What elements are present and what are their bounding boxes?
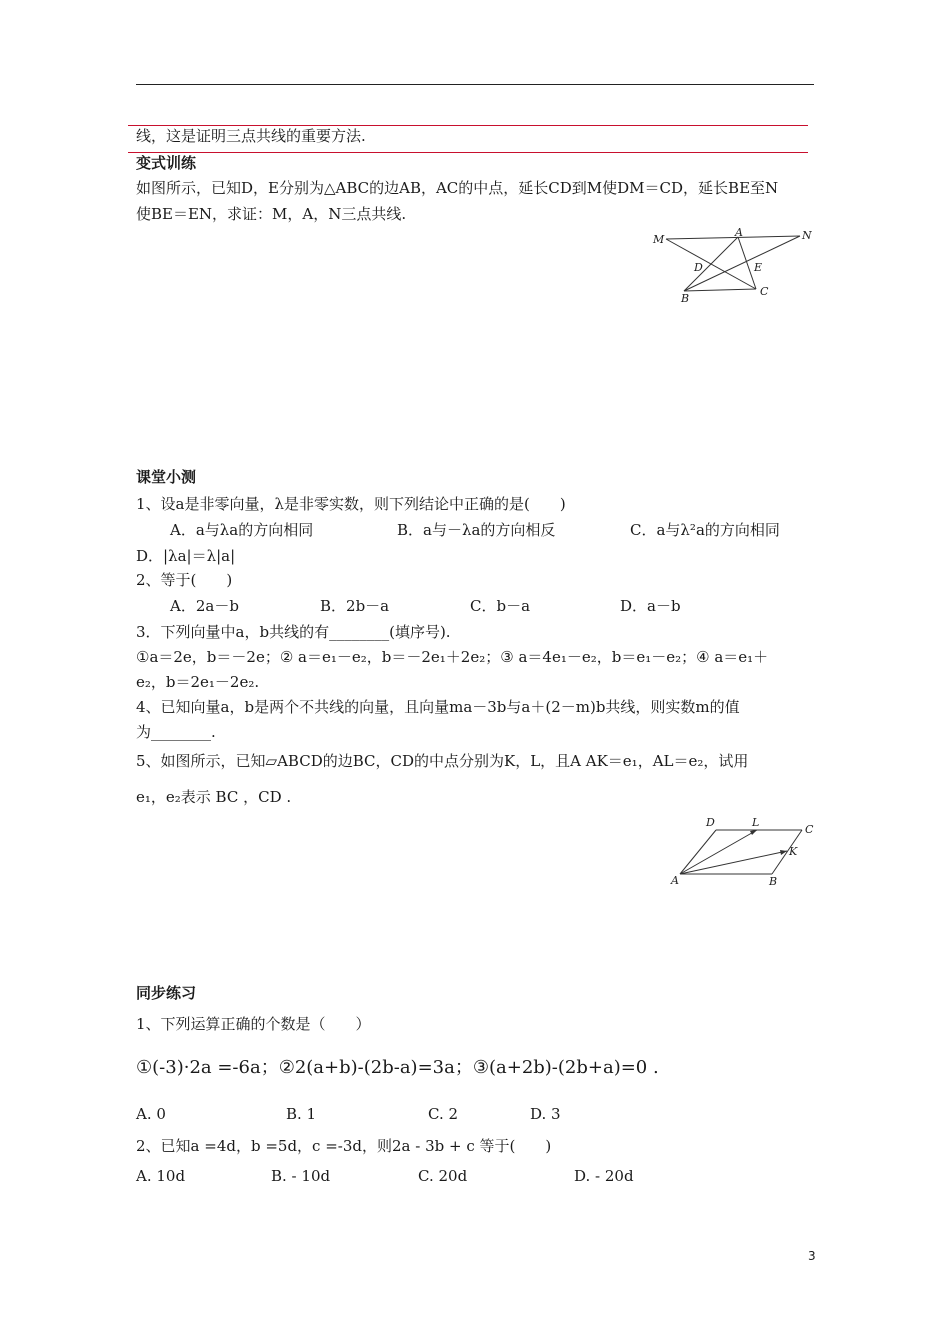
fig1-label-d: D <box>694 261 703 274</box>
fig2-label-d: D <box>706 816 715 829</box>
practice-heading: 同步练习 <box>136 984 197 1002</box>
parallelogram-figure <box>668 812 818 892</box>
practice-q1-option-c: C. 2 <box>428 1105 459 1123</box>
variant-heading: 变式训练 <box>136 154 197 172</box>
practice-q1: 1、下列运算正确的个数是（ ） <box>136 1015 371 1033</box>
page-number: 3 <box>808 1249 816 1263</box>
quiz-q5-line-2: e₁，e₂表示 BC ，CD . <box>136 788 292 806</box>
quiz-q2-option-c: C．b－a <box>470 597 531 615</box>
quiz-q1-option-b: B．a与－λa的方向相反 <box>397 521 556 539</box>
practice-q1-expression: ①(-3)·2a =-6a；②2(a+b)-(2b-a)=3a；③(a+2b)-(2b+a)=0 . <box>136 1057 659 1078</box>
quiz-q3-line-1: ①a＝2e，b＝－2e；② a＝e₁－e₂，b＝－2e₁＋2e₂；③ a＝4e₁－e₂，b＝e₁－e₂；④ a＝e₁＋ <box>136 648 769 666</box>
practice-q2-option-c: C. 20d <box>418 1167 468 1185</box>
quiz-q3-line-2: e₂，b＝2e₁－2e₂. <box>136 673 260 691</box>
variant-text-2: 使BE＝EN，求证：M，A，N三点共线. <box>136 205 407 223</box>
fig1-label-m: M <box>653 233 665 246</box>
quiz-q2-option-a: A．2a－b <box>170 597 239 615</box>
fig2-label-l: L <box>752 816 760 829</box>
fig2-label-a: A <box>671 874 679 887</box>
quiz-q5-line-1: 5、如图所示，已知▱ABCD的边BC，CD的中点分别为K，L，且A AK＝e₁，AL＝e₂，试用 <box>136 752 749 770</box>
fig2-label-k: K <box>789 845 798 858</box>
fig1-label-n: N <box>802 229 812 242</box>
practice-q2-option-a: A. 10d <box>136 1167 186 1185</box>
quiz-heading: 课堂小测 <box>136 468 197 486</box>
fig1-label-e: E <box>754 261 763 274</box>
quiz-q1-option-a: A．a与λa的方向相同 <box>170 521 314 539</box>
practice-q1-option-b: B. 1 <box>286 1105 317 1123</box>
quiz-q2-option-d: D．a－b <box>620 597 681 615</box>
quiz-q1-option-d: D．|λa|＝λ|a| <box>136 547 236 565</box>
fig1-label-b: B <box>681 292 690 305</box>
fig1-label-c: C <box>760 285 769 298</box>
variant-text-1: 如图所示，已知D，E分别为△ABC的边AB，AC的中点，延长CD到M使DM＝CD，延长BE至N <box>136 179 779 197</box>
fig2-label-c: C <box>805 823 814 836</box>
practice-q2-option-d: D. - 20d <box>574 1167 634 1185</box>
header-rule <box>136 84 814 85</box>
quiz-q1: 1、设a是非零向量，λ是非零实数，则下列结论中正确的是( ) <box>136 495 566 513</box>
practice-q2-option-b: B. - 10d <box>271 1167 331 1185</box>
quiz-q4-line-1: 4、已知向量a，b是两个不共线的向量，且向量ma－3b与a＋(2－m)b共线，则实数m的值 <box>136 698 740 716</box>
practice-q1-option-a: A. 0 <box>136 1105 166 1123</box>
fig1-label-a: A <box>735 226 743 239</box>
quiz-q2: 2、等于( ) <box>136 571 233 589</box>
quiz-q2-option-b: B．2b－a <box>320 597 390 615</box>
red-rule-bottom <box>128 152 808 153</box>
quiz-q1-option-c: C．a与λ²a的方向相同 <box>630 521 780 539</box>
quiz-q3: 3．下列向量中a，b共线的有________(填序号). <box>136 623 451 641</box>
fig2-label-b: B <box>769 875 778 888</box>
intro-line: 线，这是证明三点共线的重要方法. <box>136 127 366 145</box>
practice-q1-option-d: D. 3 <box>530 1105 561 1123</box>
quiz-q4-line-2: 为________. <box>136 723 216 741</box>
triangle-figure <box>648 226 818 306</box>
practice-q2: 2、已知a =4d，b =5d，c =-3d，则2a - 3b + c 等于( ) <box>136 1137 552 1155</box>
